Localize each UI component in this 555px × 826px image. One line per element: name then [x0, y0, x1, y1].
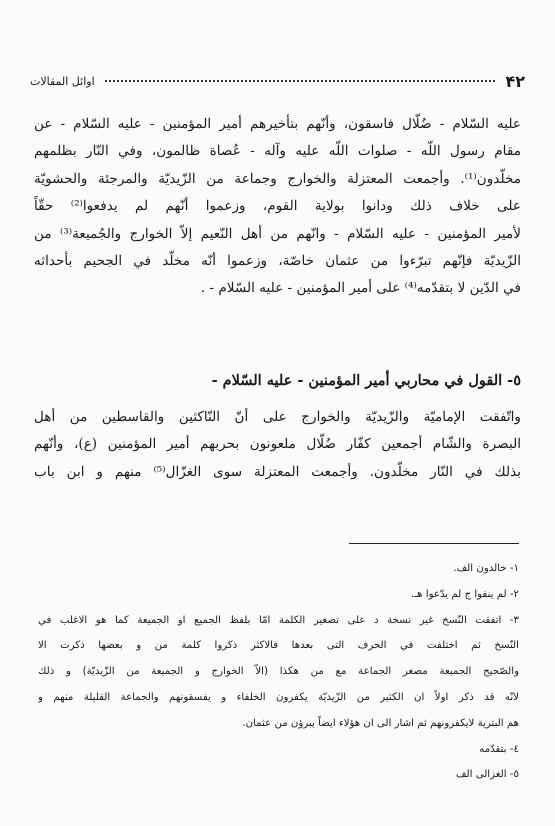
footnote: ٤- بتقدّمه — [479, 743, 519, 755]
page-header — [30, 68, 525, 94]
running-title: اوائل المقالات — [30, 74, 95, 88]
text-line: على خلاف ذلك ودانوا بولاية القوم، وزعموا أنّهم لم يدفعوا⁽²⁾ حقّاً — [34, 198, 521, 215]
footnote-continuation: النّسخ ثم اختلفت في الحرف التى بعدها فالاكثر ذكروا كلمة من و بعضها ذكرت الا — [38, 640, 519, 652]
text-line: في الدّين لا بتقدّمه⁽⁴⁾ على أمير المؤمنين - عليه السّلام - . — [200, 280, 521, 297]
footnote: ١- خالدون الف. — [453, 563, 519, 574]
text-line: عليه السّلام - ضُلّال فاسقون، وأنّهم بتأخيرهم أمير المؤمنين - عليه السّلام - عن — [34, 116, 521, 132]
text-line: مخلّدون⁽¹⁾. وأجمعت المعتزلة والخوارج وجماعة من الزّيديّة والمرجئة والحشويّة — [34, 170, 521, 187]
text-line: لأمير المؤمنين - عليه السّلام - وانّهم من أهل النّعيم إلاّ الخوارج والجُميعة⁽³⁾ من — [34, 225, 521, 242]
section-paragraph — [34, 404, 521, 486]
footnote-separator — [349, 543, 519, 544]
dotted-leader — [105, 80, 496, 82]
footnote-continuation: والصّحيح الجميعة مصغر الجماعة مع من هكذا (الاّ الخوارج و الجميعة من الزّيديّة) و ذلك — [38, 666, 519, 678]
page-number: ۴۲ — [505, 71, 525, 91]
footnote: ٢- لم ينفوا ج لم يدّعوا هـ. — [410, 588, 519, 600]
footnote-continuation: لانّه قد ذكر اولاً ان الكثير من الزّيديّة يكفرون الخلفاء و يفسقونهم والجماعة القليلة منهم و — [38, 691, 519, 703]
text-line: بذلك في النّار مخلّدون. وأجمعت المعتزلة سوى الغزّال⁽⁵⁾ منهم و ابن باب — [34, 463, 521, 480]
text-line: واتّفقت الإماميّة والزّيديّة والخوارج على أنّ النّاكثين والقاسطين من أهل — [34, 409, 521, 425]
footnote: ٥- الغزالى الف — [455, 769, 519, 781]
footnote: ٣- اتفقت النّسخ غير نسخة د على تصغير الكلمة امّا بلفظ الجميع او الجميعة كما هو الاغلب في — [38, 614, 519, 626]
text-line: الزّيديّة فإنّهم تبرّءوا من عثمان خاصّة، وزعموا أنّه مخلّد في الجحيم بأحداثه — [34, 253, 521, 270]
footnotes — [38, 556, 519, 788]
section-heading: ٥- القول في محاربي أمير المؤمنين - عليه السّلام - — [211, 372, 521, 389]
footnote-continuation: هم البترية لايكفرونهم ثم اشار الى ان هؤلاء ايضاً يبرؤن من عثمان. — [242, 717, 519, 729]
text-line: البصرة والشّام أجمعين كفّار ضُلّال ملعونون بحربهم أمير المؤمنين (ع)، وأنّهم — [34, 436, 521, 453]
text-line: مقام رسول اللّه - صلوات اللّه عليه وآله - عُصاة ظالمون، وفي النّار بظلمهم — [34, 143, 521, 160]
main-paragraph — [34, 111, 521, 303]
